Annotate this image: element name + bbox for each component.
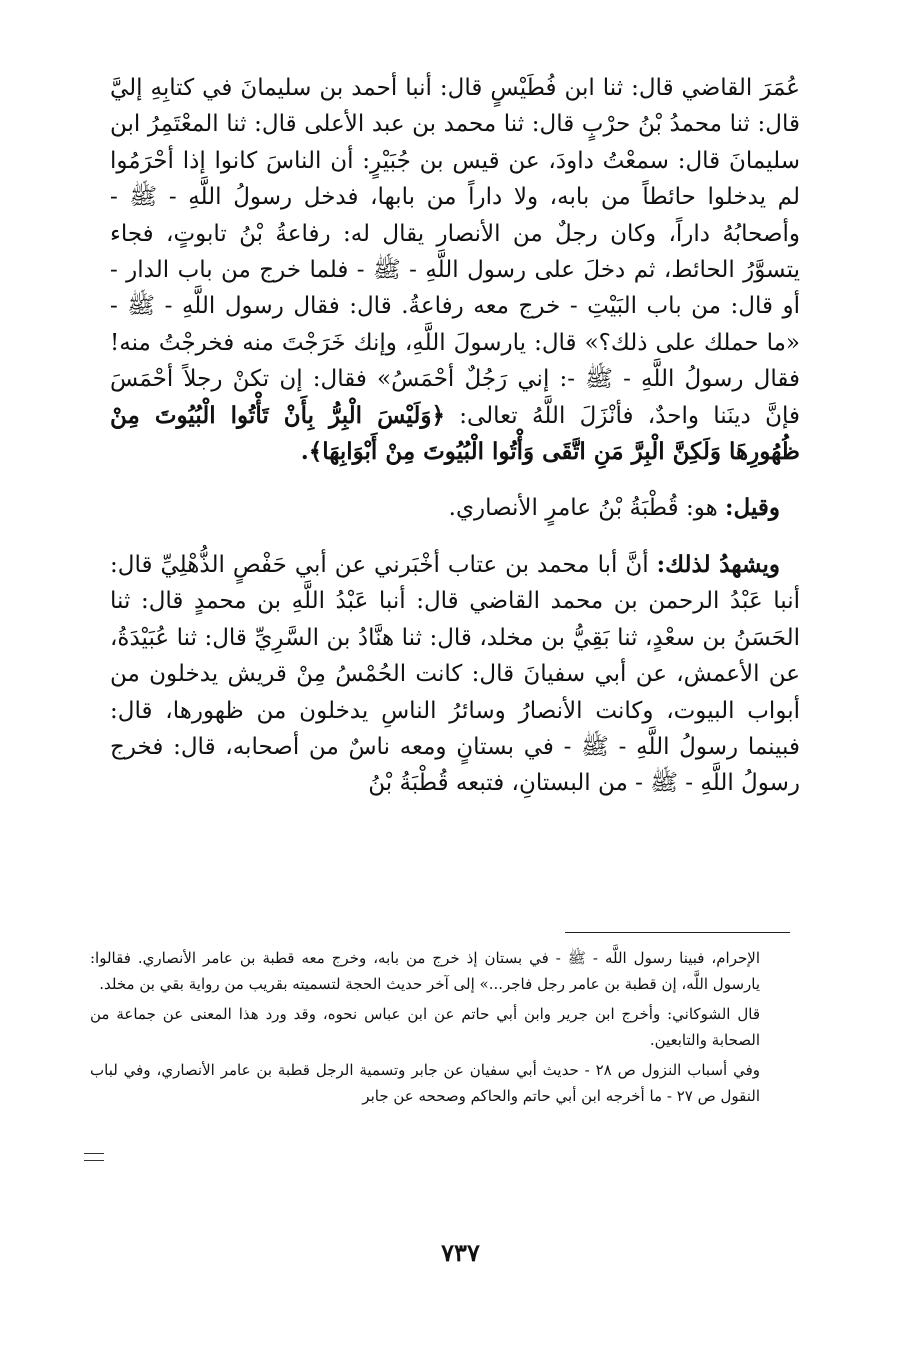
main-text [110,70,800,802]
paragraph-2-lead: وقيل: [725,494,780,522]
paragraph-2 [110,490,800,526]
paragraph-2-text: هو: قُطْبَةُ بْنُ عامرٍ الأنصاري. [448,495,718,522]
footnote-separator [565,932,790,933]
footnotes [90,945,760,1113]
quran-verse: ﴿وَلَيْسَ الْبِرُّ بِأَنْ تَأْتُوا الْبُيُوتَ مِنْ ظُهُورِهَا وَلَكِنَّ الْبِرَّ مَنِ اتَّقَى وَأْتُوا الْبُيُوتَ مِنْ أَبْوَابِهَا﴾. [110,401,800,466]
footnote-1: الإحرام، فبينا رسول اللَّه - ﷺ - في بستان إذ خرج من بابه، وخرج معه قطبة بن عامر الأنصاري. فقالوا: يارسول اللَّه، إن قطبة بن عامر رجل فاجر...» إلى آخر حديث الحجة لتسميته بقريب من رواية بقي بن مخلد. [90,949,760,993]
paragraph-3-lead: ويشهدُ لذلك: [656,550,781,578]
paragraph-3-text: أنَّ أبا محمد بن عتاب أخْبَرني عن أبي حَفْصٍ الذُّهْلِيِّ قال: أنبا عَبْدُ الرحمن بن محمد القاضي قال: أنبا عَبْدُ اللَّهِ بن محمدٍ قال: ثنا الحَسَنُ بن سعْدٍ، ثنا بَقِيُّ بن مخلد، قال: ثنا هنَّادُ بن السَّرِيِّ قال: ثنا عُبَيْدَةُ، عن الأعمش، عن أبي سفيانَ قال: كانت الحُمْسُ مِنْ قريش يدخلون من أبواب البيوت، وكانت الأنصارُ وسائرُ الناسِ يدخلون من ظهورها، قال: فبينما رسولُ اللَّهِ - ﷺ - في بستانٍ ومعه ناسٌ من أصحابه، قال: فخرج رسولُ اللَّهِ - ﷺ - من البستانِ، فتبعه قُطْبَةُ بْنُ [110,551,800,797]
footnote-3: وفي أسباب النزول ص ٢٨ - حديث أبي سفيان عن جابر وتسمية الرجل قطبة بن عامر الأنصاري، وفي لباب النقول ص ٢٧ - ما أخرجه ابن أبي حاتم والحاكم وصححه عن جابر [90,1061,760,1105]
paragraph-1 [110,70,800,470]
footnote-2: قال الشوكاني: وأخرج ابن جرير وابن أبي حاتم عن ابن عباس نحوه، وقد ورد هذا المعنى عن جماعة من الصحابة والتابعين. [90,1005,760,1049]
paragraph-3 [110,547,800,802]
continuation-mark [84,1153,104,1161]
page-number: ٧٣٧ [441,1238,480,1267]
paragraph-1-text: عُمَرَ القاضي قال: ثنا ابن فُطَيْسٍ قال: أنبا أحمد بن سليمانَ في كتابِهِ إليَّ قال: ثنا محمدُ بْنُ حرْبٍ قال: ثنا محمد بن عبد الأعلى قال: ثنا المعْتَمِرُ ابن سليمانَ قال: سمعْتُ داودَ، عن قيس بن جُبَيْرٍ: أن الناسَ كانوا إذا أحْرَمُوا لم يدخلوا حائطاً من بابه، ولا داراً من بابها، فدخل رسولُ اللَّهِ - ﷺ - وأصحابُهُ داراً، وكان رجلٌ من الأنصار يقال له: رفاعةُ بْنُ تابوتٍ، فجاء يتسوَّرُ الحائط، ثم دخلَ على رسول اللَّهِ - ﷺ - فلما خرج من باب الدار - أو قال: من باب البَيْتِ - خرج معه رفاعةُ. قال: فقال رسول اللَّهِ - ﷺ - «ما حملك على ذلك؟» قال: يارسولَ اللَّهِ، وإنك خَرَجْتَ منه فخرجْتُ منه! فقال رسولُ اللَّهِ - ﷺ -: إني رَجُلٌ أحْمَسُ» فقال: إن تكنْ رجلاً أحْمَسَ فإنَّ دينَنا واحدٌ، فأنْزَلَ اللَّهُ تعالى: [110,75,801,429]
